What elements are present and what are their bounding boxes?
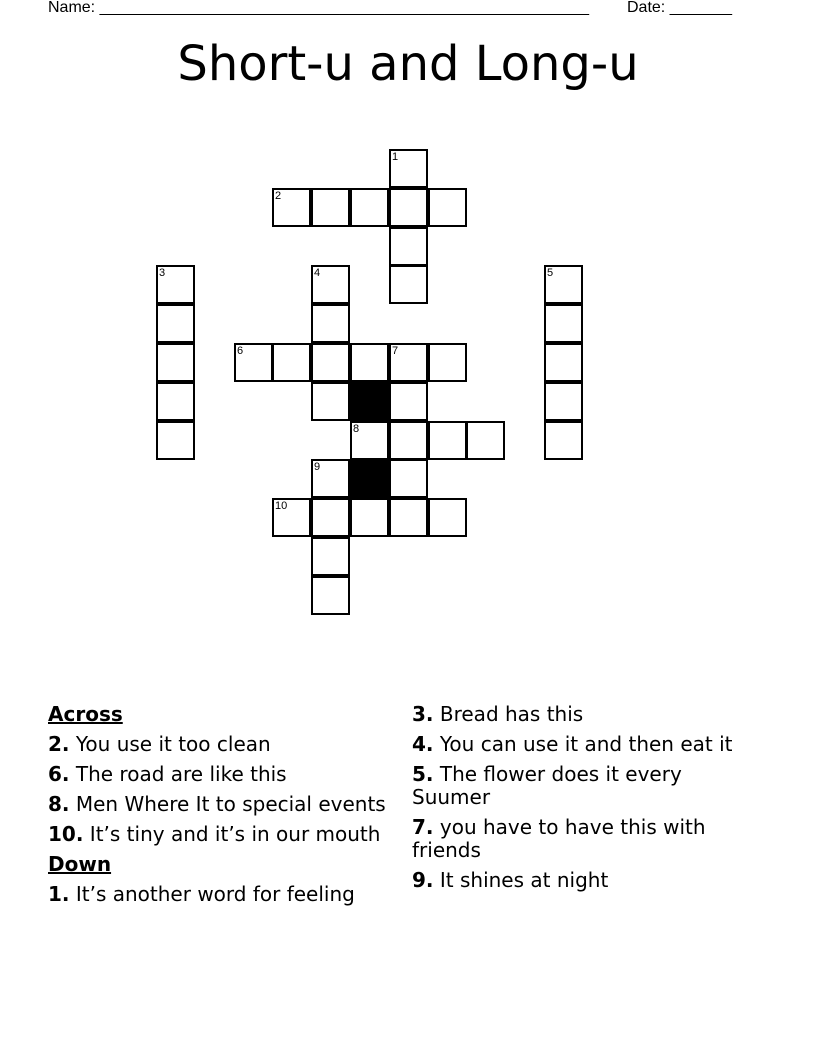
clue-number: 8. bbox=[48, 792, 70, 816]
crossword-cell[interactable] bbox=[272, 343, 311, 382]
crossword-cell[interactable] bbox=[311, 304, 350, 343]
across-clue bbox=[48, 793, 388, 816]
crossword-cell[interactable] bbox=[389, 459, 428, 498]
crossword-cell[interactable] bbox=[350, 343, 389, 382]
crossword-cell[interactable] bbox=[156, 421, 195, 460]
clue-number-label: 1 bbox=[392, 151, 399, 163]
crossword-cell[interactable] bbox=[428, 421, 467, 460]
clue-number: 1. bbox=[48, 882, 70, 906]
clue-number-label: 2 bbox=[275, 190, 282, 202]
crossword-cell[interactable] bbox=[311, 537, 350, 576]
clue-number-label: 8 bbox=[353, 423, 360, 435]
crossword-cell[interactable] bbox=[428, 498, 467, 537]
clue-text: It shines at night bbox=[439, 868, 609, 892]
crossword-cell[interactable] bbox=[544, 265, 583, 304]
clue-text: You use it too clean bbox=[75, 732, 271, 756]
page-title: Short-u and Long-u bbox=[177, 36, 639, 92]
crossword-cell[interactable] bbox=[428, 343, 467, 382]
crossword-cell[interactable] bbox=[389, 498, 428, 537]
crossword-cell[interactable] bbox=[311, 459, 350, 498]
crossword-cell[interactable] bbox=[389, 227, 428, 266]
clue-number-label: 7 bbox=[392, 345, 399, 357]
crossword-cell[interactable] bbox=[156, 382, 195, 421]
clue-text: you have to have this with friends bbox=[412, 815, 706, 862]
clue-number-label: 5 bbox=[547, 267, 554, 279]
clue-number-label: 6 bbox=[237, 345, 244, 357]
clue-number-label: 4 bbox=[314, 267, 321, 279]
crossword-cell[interactable] bbox=[156, 343, 195, 382]
clue-text: It’s tiny and it’s in our mouth bbox=[89, 822, 381, 846]
clue-number: 9. bbox=[412, 868, 434, 892]
crossword-cell[interactable] bbox=[350, 188, 389, 227]
clue-number: 7. bbox=[412, 815, 434, 839]
crossword-cell[interactable] bbox=[544, 382, 583, 421]
clue-text: The flower does it every Suumer bbox=[412, 762, 682, 809]
down-clue bbox=[412, 763, 742, 809]
crossword-block bbox=[350, 459, 389, 498]
clue-number: 6. bbox=[48, 762, 70, 786]
down-clue bbox=[412, 869, 742, 892]
clue-number-label: 3 bbox=[159, 267, 166, 279]
clues-left-column bbox=[48, 703, 388, 913]
crossword-cell[interactable] bbox=[234, 343, 273, 382]
crossword-cell[interactable] bbox=[389, 188, 428, 227]
crossword-cell[interactable] bbox=[311, 265, 350, 304]
clue-text: Men Where It to special events bbox=[75, 792, 386, 816]
crossword-cell[interactable] bbox=[272, 188, 311, 227]
crossword-cell[interactable] bbox=[311, 382, 350, 421]
across-clue bbox=[48, 823, 388, 846]
crossword-cell[interactable] bbox=[311, 188, 350, 227]
crossword-block bbox=[350, 382, 389, 421]
crossword-cell[interactable] bbox=[389, 343, 428, 382]
crossword-cell[interactable] bbox=[544, 343, 583, 382]
crossword-cell[interactable] bbox=[466, 421, 505, 460]
clue-number: 5. bbox=[412, 762, 434, 786]
down-heading: Down bbox=[48, 852, 112, 876]
clue-number: 4. bbox=[412, 732, 434, 756]
down-clue bbox=[412, 816, 742, 862]
crossword-cell[interactable] bbox=[544, 304, 583, 343]
clue-number-label: 9 bbox=[314, 461, 321, 473]
crossword-cell[interactable] bbox=[156, 304, 195, 343]
clue-text: It’s another word for feeling bbox=[75, 882, 355, 906]
clue-text: The road are like this bbox=[75, 762, 287, 786]
down-clue bbox=[48, 883, 388, 906]
crossword-cell[interactable] bbox=[350, 421, 389, 460]
crossword-cell[interactable] bbox=[311, 343, 350, 382]
clue-number: 3. bbox=[412, 702, 434, 726]
across-clue bbox=[48, 763, 388, 786]
crossword-cell[interactable] bbox=[311, 576, 350, 615]
across-clue bbox=[48, 733, 388, 756]
crossword-cell[interactable] bbox=[389, 149, 428, 188]
date-field-label: Date: _______ bbox=[627, 0, 732, 16]
crossword-cell[interactable] bbox=[389, 265, 428, 304]
crossword-cell[interactable] bbox=[272, 498, 311, 537]
clues-right-column bbox=[412, 703, 742, 899]
down-clue bbox=[412, 703, 742, 726]
crossword-cell[interactable] bbox=[428, 188, 467, 227]
clue-text: You can use it and then eat it bbox=[439, 732, 733, 756]
clue-number: 10. bbox=[48, 822, 84, 846]
crossword-cell[interactable] bbox=[389, 421, 428, 460]
crossword-cell[interactable] bbox=[544, 421, 583, 460]
crossword-cell[interactable] bbox=[156, 265, 195, 304]
clue-number: 2. bbox=[48, 732, 70, 756]
down-clue bbox=[412, 733, 742, 756]
clue-number-label: 10 bbox=[275, 500, 288, 512]
clue-text: Bread has this bbox=[439, 702, 584, 726]
crossword-cell[interactable] bbox=[389, 382, 428, 421]
crossword-cell[interactable] bbox=[350, 498, 389, 537]
crossword-cell[interactable] bbox=[311, 498, 350, 537]
name-field-label: Name: _______________________________________________________ bbox=[48, 0, 589, 16]
across-heading: Across bbox=[48, 702, 123, 726]
